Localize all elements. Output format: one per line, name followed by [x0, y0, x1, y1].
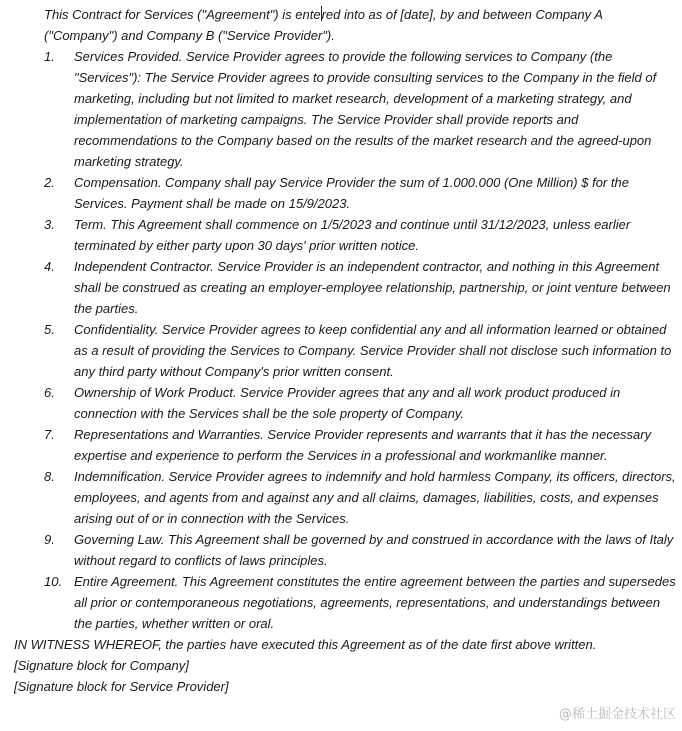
clause-governing-law — [0, 529, 676, 571]
clause-text: Services Provided. Service Provider agrees to provide the following services to Company (the "Services"): The Service Provider agrees to provide consulting services to the Company in the field of marketing, including but not limited to market research, development of a marketing strategy, and implementation of marketing campaigns. The Service Provider shall provide reports and recommendations to the Company based on the results of the market research and the agreed-upon marketing strategy. — [74, 49, 657, 169]
document-body[interactable] — [0, 4, 682, 697]
clause-number: 6. — [44, 385, 55, 400]
clause-number: 9. — [44, 532, 55, 547]
clause-number: 2. — [44, 175, 55, 190]
clause-number: 4. — [44, 259, 55, 274]
signature-block-company: [Signature block for Company] — [14, 658, 189, 673]
clause-text: Representations and Warranties. Service Provider represents and warrants that it has the necessary expertise and experience to perform the Services in a professional and workmanlike manner. — [74, 427, 652, 463]
clause-text: Indemnification. Service Provider agrees to indemnify and hold harmless Company, its officers, directors, employees, and agents from and against any and all claims, damages, liabilities, costs, and expenses arising out of or in connection with the Services. — [74, 469, 676, 526]
clause-compensation — [0, 172, 676, 214]
clause-number: 5. — [44, 322, 55, 337]
clause-list — [0, 46, 682, 634]
clause-indemnification — [0, 466, 676, 529]
clause-text: Independent Contractor. Service Provider is an independent contractor, and nothing in this Agreement shall be construed as creating an employer-employee relationship, partnership, or joint venture between the parties. — [74, 259, 671, 316]
clause-confidentiality — [0, 319, 676, 382]
clause-text: Ownership of Work Product. Service Provider agrees that any and all work product produced in connection with the Services shall be the sole property of Company. — [74, 385, 621, 421]
clause-number: 3. — [44, 217, 55, 232]
closing-statement: IN WITNESS WHEREOF, the parties have executed this Agreement as of the date first above written. — [14, 637, 597, 652]
clause-number: 7. — [44, 427, 55, 442]
clause-independent-contractor — [0, 256, 676, 319]
clause-text: Governing Law. This Agreement shall be governed by and construed in accordance with the laws of Italy without regard to conflicts of laws principles. — [74, 532, 674, 568]
clause-term — [0, 214, 676, 256]
clause-text: Entire Agreement. This Agreement constitutes the entire agreement between the parties and supersedes all prior or contemporaneous negotiations, agreements, representations, and understandings between the parties, whether written or oral. — [74, 574, 676, 631]
clause-number: 8. — [44, 469, 55, 484]
clause-services — [0, 46, 676, 172]
clause-representations — [0, 424, 676, 466]
clause-entire-agreement — [0, 571, 676, 634]
watermark: @稀土掘金技术社区 — [558, 707, 676, 722]
clause-number: 1. — [44, 49, 55, 64]
clause-text: Compensation. Company shall pay Service Provider the sum of 1.000.000 (One Million) $ for the Services. Payment shall be made on 15/9/2023. — [74, 175, 629, 211]
intro-paragraph — [44, 4, 674, 46]
signature-block-provider: [Signature block for Service Provider] — [14, 679, 229, 694]
intro-text-start: This Contract for Services ("Agreement") is ente — [44, 7, 321, 22]
clause-work-product — [0, 382, 676, 424]
clause-text: Confidentiality. Service Provider agrees to keep confidential any and all information learned or obtained as a result of providing the Services to Company. Service Provider shall not disclose such information to any third party without Company's prior written consent. — [74, 322, 672, 379]
clause-number: 10. — [44, 574, 63, 589]
intro-text-end: red into as of [date], by and between Company A ("Company") and Company B ("Service Provider"). — [44, 7, 603, 43]
clause-text: Term. This Agreement shall commence on 1/5/2023 and continue until 31/12/2023, unless earlier terminated by either party upon 30 days' prior written notice. — [74, 217, 631, 253]
